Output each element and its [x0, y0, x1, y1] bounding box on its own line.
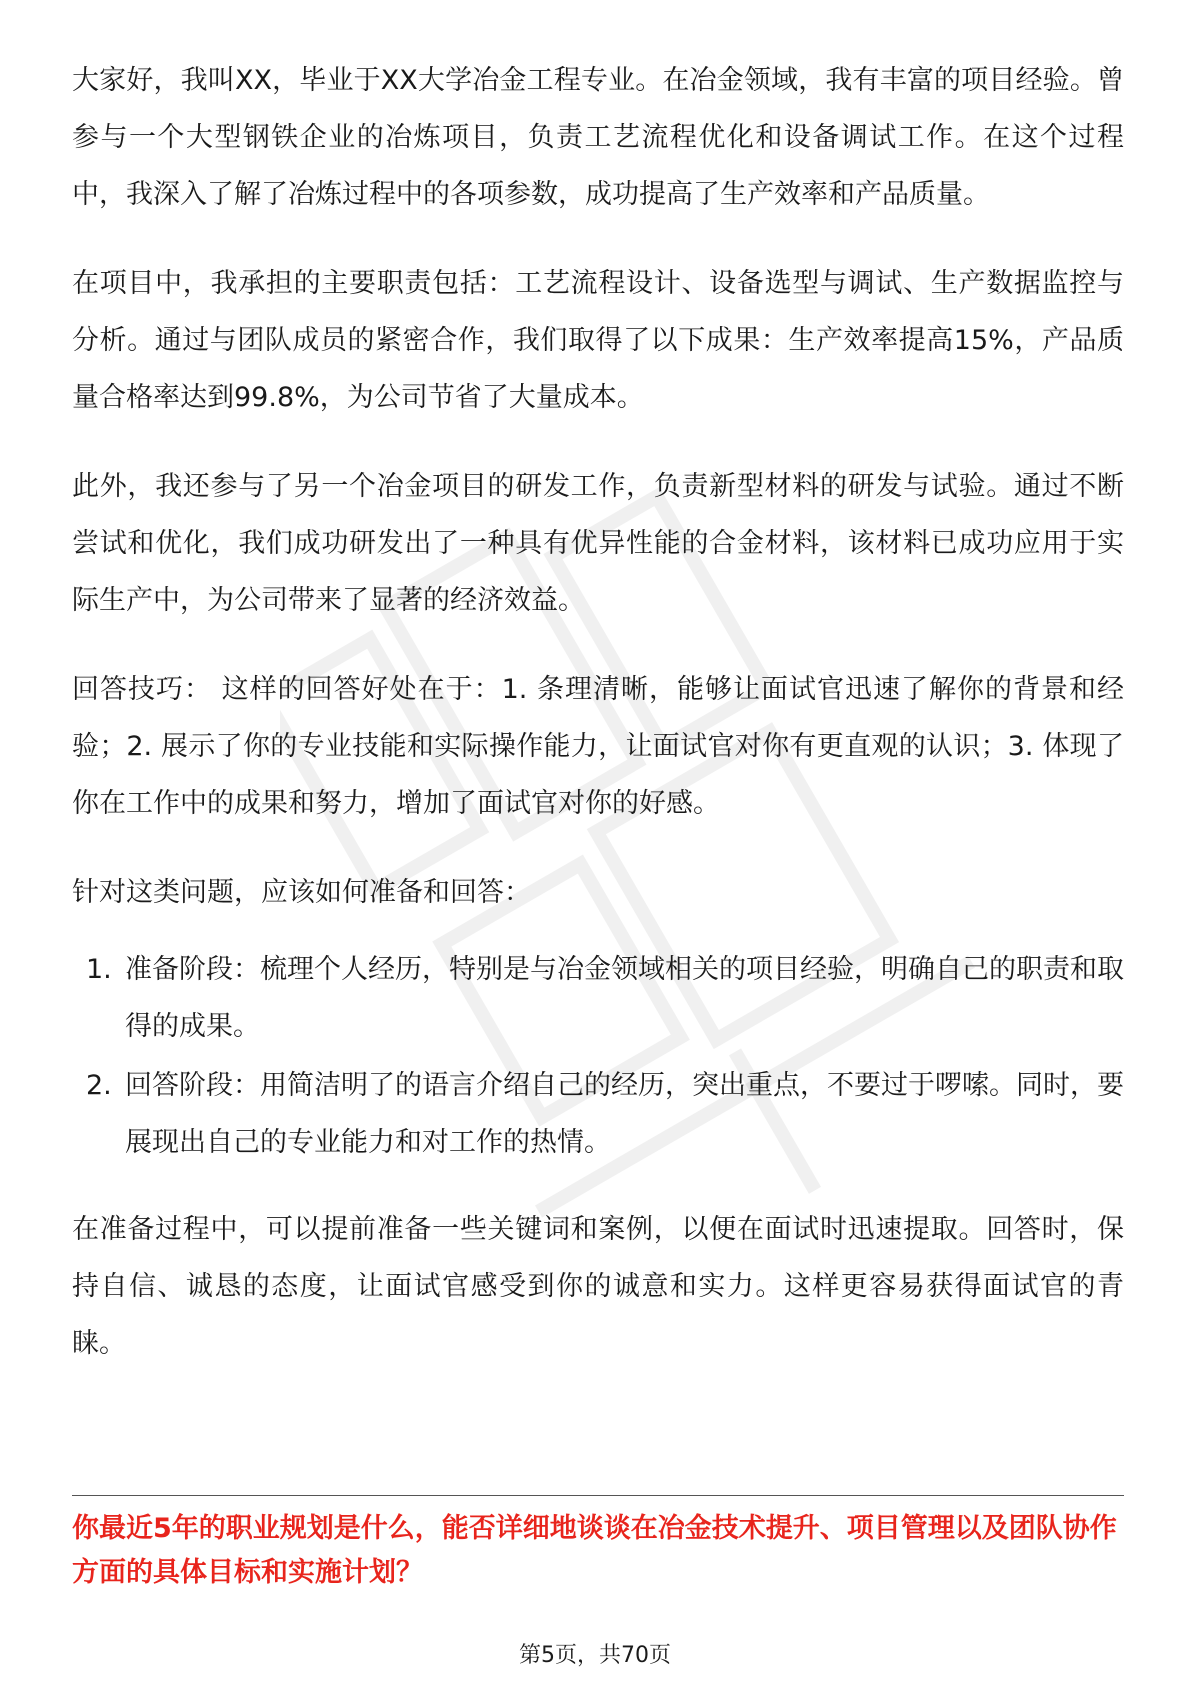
list-text: 准备阶段：梳理个人经历，特别是与冶金领域相关的项目经验，明确自己的职责和取得的成果。 — [125, 954, 1124, 1042]
paragraph-closing: 在准备过程中，可以提前准备一些关键词和案例，以便在面试时迅速提取。回答时，保持自信、诚恳的态度，让面试官感受到你的诚意和实力。这样更容易获得面试官的青睐。 — [72, 1214, 1124, 1359]
paragraph-responsibilities: 在项目中，我承担的主要职责包括：工艺流程设计、设备选型与调试、生产数据监控与分析。通过与团队成员的紧密合作，我们取得了以下成果：生产效率提高15%，产品质量合格率达到99.8%，为公司节省了大量成本。 — [72, 268, 1124, 413]
paragraph-how-to-prepare: 针对这类问题，应该如何准备和回答： — [72, 877, 531, 908]
list-number: 1. — [86, 954, 112, 985]
page-number: 第5页，共70页 — [519, 1643, 671, 1668]
list-text: 回答阶段：用简洁明了的语言介绍自己的经历，突出重点，不要过于啰嗦。同时，要展现出自己的专业能力和对工作的热情。 — [125, 1070, 1124, 1158]
paragraph-intro: 大家好，我叫XX，毕业于XX大学冶金工程专业。在冶金领域，我有丰富的项目经验。曾参与一个大型钢铁企业的冶炼项目，负责工艺流程优化和设备调试工作。在这个过程中，我深入了解了冶炼过程中的各项参数，成功提高了生产效率和产品质量。 — [72, 65, 1124, 210]
document-body — [72, 52, 1124, 1404]
list-item — [72, 941, 1124, 1055]
paragraph-tips: 回答技巧： 这样的回答好处在于：1. 条理清晰，能够让面试官迅速了解你的背景和经验；2. 展示了你的专业技能和实际操作能力，让面试官对你有更直观的认识；3. 体现了你在工作中的成果和努力，增加了面试官对你的好感。 — [72, 674, 1124, 819]
next-question-heading: 你最近5年的职业规划是什么，能否详细地谈谈在冶金技术提升、项目管理以及团队协作方面的具体目标和实施计划？ — [72, 1513, 1117, 1588]
list-item — [72, 1057, 1124, 1171]
section-divider — [72, 1495, 1124, 1496]
list-number: 2. — [86, 1070, 112, 1101]
paragraph-research: 此外，我还参与了另一个冶金项目的研发工作，负责新型材料的研发与试验。通过不断尝试和优化，我们成功研发出了一种具有优异性能的合金材料，该材料已成功应用于实际生产中，为公司带来了显著的经济效益。 — [72, 471, 1124, 616]
preparation-list — [72, 941, 1124, 1171]
